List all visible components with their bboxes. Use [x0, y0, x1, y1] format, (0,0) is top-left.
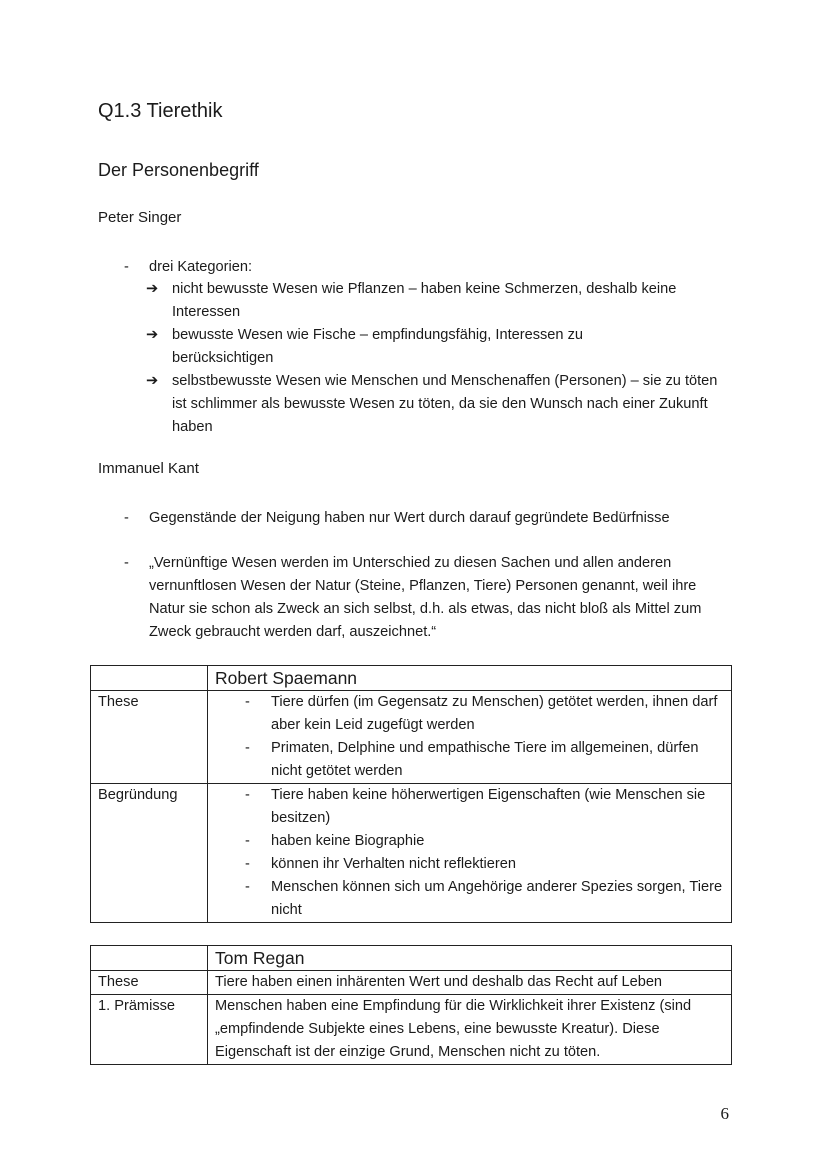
table-cell	[91, 946, 208, 971]
row-label: Begründung	[91, 784, 208, 923]
table-cell: Menschen haben eine Empfindung für die Wirklichkeit ihrer Existenz (sind „empfindende Subjekte eines Lebens, eine bewusste Kreatur). Diese Eigenschaft ist der einzige Grund, Menschen nicht zu töten.	[208, 995, 732, 1065]
list-item-text: Tiere haben keine höherwertigen Eigenschaften (wie Menschen sie besitzen)	[271, 787, 706, 826]
singer-point	[146, 370, 734, 439]
list-item: - haben keine Biographie	[245, 833, 425, 849]
page-number: 6	[720, 1104, 729, 1123]
row-label: 1. Prämisse	[91, 995, 208, 1065]
section-heading: Der Personenbegriff	[98, 160, 259, 180]
table-row	[91, 971, 732, 995]
row-label: These	[91, 691, 208, 784]
table-cell	[91, 666, 208, 691]
list-item-text: Primaten, Delphine und empathische Tiere im allgemeinen, dürfen nicht getötet werden	[271, 740, 699, 779]
regan-table	[90, 945, 732, 1065]
arrow-right-icon: ➔	[146, 281, 159, 297]
kant-point	[124, 507, 684, 530]
page-title: Q1.3 Tierethik	[98, 100, 223, 122]
kant-point-text: Gegenstände der Neigung haben nur Wert durch darauf gegründete Bedürfnisse	[149, 510, 670, 526]
row-label: These	[91, 971, 208, 995]
spaemann-heading: Robert Spaemann	[208, 666, 732, 691]
singer-point	[146, 278, 716, 324]
dash-bullet: -	[124, 259, 129, 275]
table-row	[91, 784, 732, 923]
dash-bullet: -	[124, 510, 129, 526]
table-cell: Tiere haben einen inhärenten Wert und deshalb das Recht auf Leben	[208, 971, 732, 995]
spaemann-table	[90, 665, 732, 923]
singer-point-text: bewusste Wesen wie Fische – empfindungsfähig, Interessen zu berücksichtigen	[172, 327, 584, 366]
table-cell	[208, 691, 732, 784]
singer-intro-text: drei Kategorien:	[149, 259, 253, 275]
singer-point-text: selbstbewusste Wesen wie Menschen und Menschenaffen (Personen) – sie zu töten ist schlimmer als bewusste Wesen zu töten, da sie den Wunsch nach einer Zukunft haben	[172, 373, 718, 435]
singer-heading: Peter Singer	[98, 209, 182, 226]
list-item: - Tiere dürfen (im Gegensatz zu Menschen) getötet werden, ihnen darf aber kein Leid zugefügt werden	[245, 694, 718, 733]
list-item: - Menschen können sich um Angehörige anderer Spezies sorgen, Tiere nicht	[245, 879, 723, 918]
list-item: - können ihr Verhalten nicht reflektieren	[245, 856, 517, 872]
list-item: - Primaten, Delphine und empathische Tiere im allgemeinen, dürfen nicht getötet werden	[245, 740, 699, 779]
singer-point-text: nicht bewusste Wesen wie Pflanzen – haben keine Schmerzen, deshalb keine Interessen	[172, 281, 677, 320]
list-item-text: können ihr Verhalten nicht reflektieren	[271, 856, 517, 872]
table-row	[91, 946, 732, 971]
singer-intro	[124, 256, 724, 279]
table-cell	[208, 784, 732, 923]
kant-point-text: „Vernünftige Wesen werden im Unterschied zu diesen Sachen und allen anderen vernunftlosen Wesen der Natur (Steine, Pflanzen, Tiere) Personen genannt, weil ihre Natur sie schon als Zweck an sich selbst, d.h. als etwas, das nicht bloß als Mittel zum Zweck gebraucht werden darf, auszeichnet.“	[149, 555, 702, 640]
table-row	[91, 666, 732, 691]
kant-heading: Immanuel Kant	[98, 460, 199, 477]
arrow-right-icon: ➔	[146, 373, 159, 389]
table-row	[91, 691, 732, 784]
list-item-text: Tiere dürfen (im Gegensatz zu Menschen) getötet werden, ihnen darf aber kein Leid zugefügt werden	[271, 694, 718, 733]
kant-point	[124, 552, 734, 644]
list-item: - Tiere haben keine höherwertigen Eigenschaften (wie Menschen sie besitzen)	[245, 787, 706, 826]
list-item-text: Menschen können sich um Angehörige anderer Spezies sorgen, Tiere nicht	[271, 879, 723, 918]
list-item-text: haben keine Biographie	[271, 833, 425, 849]
singer-point	[146, 324, 666, 370]
table-row	[91, 995, 732, 1065]
arrow-right-icon: ➔	[146, 327, 159, 343]
dash-bullet: -	[124, 555, 129, 571]
regan-heading: Tom Regan	[208, 946, 732, 971]
